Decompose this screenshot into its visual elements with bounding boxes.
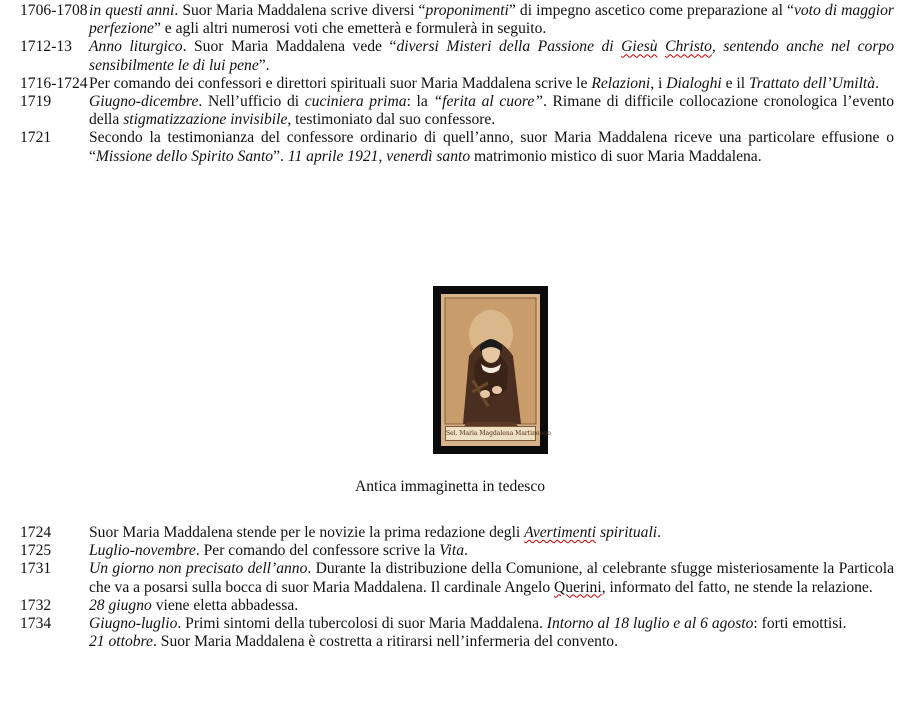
- entry-year: 1724: [20, 524, 52, 541]
- entry-text: [89, 542, 894, 560]
- timeline-entry: [0, 75, 900, 93]
- text-run: Un giorno non precisato dell’anno: [89, 560, 308, 578]
- entry-text: [89, 560, 894, 596]
- timeline-bottom: [0, 524, 900, 651]
- timeline-entry: [0, 597, 900, 615]
- text-run: .: [657, 524, 662, 541]
- text-run: Trattato dell’Umiltà: [749, 74, 876, 92]
- text-run: 28 giugno: [89, 596, 152, 614]
- entry-text: [89, 633, 894, 651]
- text-run: voto di maggior perfezione: [89, 2, 894, 38]
- text-run: Giugno-dicembre: [89, 93, 199, 111]
- entry-year: 1734: [20, 615, 52, 633]
- text-run: , i: [650, 74, 667, 92]
- holy-card: [441, 294, 551, 446]
- timeline-entry: [0, 93, 900, 129]
- text-run: : la: [406, 93, 434, 111]
- entry-text: [89, 2, 894, 38]
- entry-year: 1725: [20, 542, 52, 560]
- timeline-entry: [0, 615, 900, 633]
- text-run: Luglio-novembre: [89, 542, 196, 560]
- text-run: . Primi sintomi della tubercolosi di suor Maria Maddalena.: [177, 615, 547, 633]
- text-run: stigmatizzazione invisibile: [123, 111, 288, 129]
- timeline-entry: [0, 129, 900, 165]
- entry-year: 1712-13: [20, 38, 72, 56]
- text-run: Missione dello Spirito Santo: [95, 147, 274, 165]
- text-run: , testimoniato dal suo confessore.: [287, 111, 496, 129]
- figure-caption: Antica immaginetta in tedesco: [354, 478, 546, 495]
- text-run: Vita: [439, 542, 465, 560]
- text-run: Per comando dei confessori e direttori spirituali suor Maria Maddalena scrive le: [89, 74, 592, 92]
- text-run: Giugno-luglio: [89, 615, 178, 633]
- text-run: in questi anni: [89, 2, 175, 19]
- text-run: , sentendo anche nel corpo sensibilmente le di lui pene: [89, 38, 894, 74]
- text-run: diversi Misteri della Passione di: [396, 38, 622, 56]
- holy-card-caption: Sel. Maria Magdalena Martinengo: [445, 426, 536, 441]
- text-run: ” e agli altri numerosi voti che emetterà e formulerà in seguito.: [153, 20, 547, 38]
- timeline-entry: [0, 38, 900, 74]
- entry-text: [89, 615, 894, 633]
- text-run: : forti emottisi.: [753, 615, 847, 633]
- text-run: ” di impegno ascetico come preparazione al “: [508, 2, 794, 19]
- timeline-entry: [0, 633, 900, 651]
- spellcheck-underlined-word: Giesù: [621, 38, 658, 56]
- text-run: Secondo la testimonianza del confessore ordinario di quell’anno, suor Maria Maddalena riceve una particolare effusione o “: [89, 129, 894, 165]
- text-run: 21 ottobre: [89, 633, 153, 651]
- timeline-top: [0, 2, 900, 166]
- text-run: matrimonio mistico di suor Maria Maddalena.: [470, 147, 762, 165]
- text-run: spirituali: [596, 524, 658, 541]
- entry-text: [89, 524, 894, 542]
- entry-year: 1732: [20, 596, 52, 614]
- spellcheck-underlined-word: Avertimenti: [524, 524, 597, 541]
- nun-portrait-illustration: [441, 294, 540, 446]
- text-run: Dialoghi: [666, 74, 722, 92]
- text-run: .: [464, 542, 468, 560]
- text-run: ”.: [258, 56, 270, 74]
- text-run: .: [875, 74, 879, 92]
- timeline-entry: [0, 2, 900, 38]
- entry-year: 1706-1708: [20, 2, 88, 19]
- text-run: proponimenti: [425, 2, 509, 19]
- timeline-entry: [0, 560, 900, 596]
- text-run: . Per comando del confessore scrive la: [195, 542, 440, 560]
- entry-text: [89, 129, 894, 165]
- spellcheck-underlined-word: Querini: [554, 578, 602, 596]
- text-run: 11 aprile 1921, venerdì santo: [287, 147, 471, 165]
- text-run: viene eletta abbadessa.: [151, 596, 299, 614]
- text-run: . Durante la distribuzione della Comunione, al celebrante sfugge misteriosamente la Particola che va a posarsi sulla bocca di suor Maria Maddalena. Il cardinale Angelo: [89, 560, 895, 596]
- entry-year: 1716-1724: [20, 74, 88, 92]
- text-run: [658, 38, 666, 55]
- text-run: , informato del fatto, ne stende la relazione.: [601, 578, 873, 596]
- timeline-entry: [0, 524, 900, 542]
- text-run: . Nell’ufficio di: [198, 93, 305, 111]
- entry-year: 1731: [20, 560, 52, 578]
- entry-text: [89, 38, 894, 74]
- text-run: Suor Maria Maddalena stende per le novizie la prima redazione degli: [89, 524, 525, 541]
- text-run: Anno liturgico: [89, 38, 183, 56]
- text-run: . Rimane di difficile collocazione cronologica l’evento della: [89, 93, 894, 129]
- entry-text: [89, 597, 894, 615]
- holy-card-image: [433, 286, 551, 454]
- text-run: Intorno al 18 luglio e al 6 agosto: [546, 615, 754, 633]
- entry-year: 1721: [20, 129, 52, 147]
- text-run: Relazioni: [591, 74, 651, 92]
- text-run: e il: [721, 74, 749, 92]
- text-run: ”.: [273, 147, 288, 165]
- spellcheck-underlined-word: Christo: [665, 38, 712, 56]
- text-run: cuciniera prima: [304, 93, 407, 111]
- text-run: . Suor Maria Maddalena è costretta a ritirarsi nell’infermeria del convento.: [152, 633, 618, 651]
- entry-text: [89, 93, 894, 129]
- entry-year: 1719: [20, 93, 52, 111]
- timeline-entry: [0, 542, 900, 560]
- text-run: . Suor Maria Maddalena vede “: [182, 38, 397, 56]
- text-run: . Suor Maria Maddalena scrive diversi “: [174, 2, 426, 19]
- text-run: “ferita al cuore”: [433, 93, 543, 111]
- entry-text: [89, 75, 894, 93]
